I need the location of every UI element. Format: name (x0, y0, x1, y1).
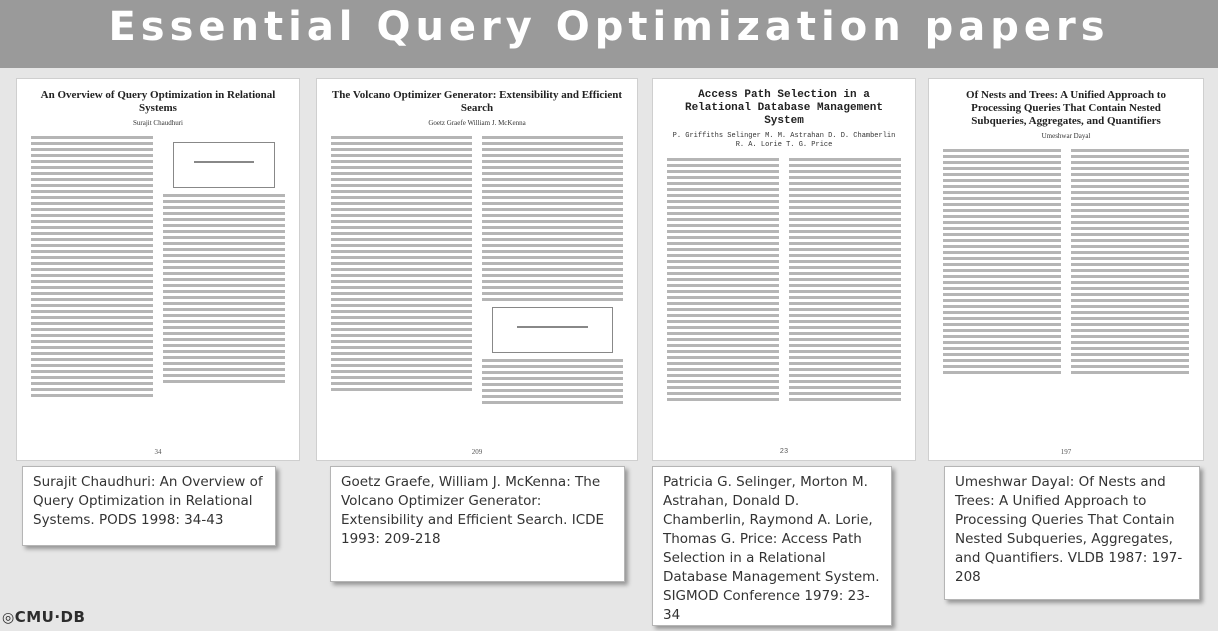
paper-page-author: P. Griffiths Selinger M. M. Astrahan D. D. Chamberlin R. A. Lorie T. G. Price (672, 132, 896, 149)
cmu-db-logo (2, 608, 85, 626)
paper-thumbnail-2 (316, 78, 638, 461)
paper-page-title: The Volcano Optimizer Generator: Extensibility and Efficient Search (331, 89, 623, 114)
paper-caption-2: Goetz Graefe, William J. McKenna: The Volcano Optimizer Generator: Extensibility and Efficient Search. ICDE 1993: 209-218 (330, 466, 625, 582)
paper-caption-3: Patricia G. Selinger, Morton M. Astrahan, Donald D. Chamberlin, Raymond A. Lorie, Thomas G. Price: Access Path Selection in a Relational Database Management System. SIGMOD Conference 1979: 23-34 (652, 466, 892, 626)
paper-page-title: Of Nests and Trees: A Unified Approach to Processing Queries That Contain Nested Subqueries, Aggregates, and Quantifiers (966, 89, 1166, 127)
paper-page-title: Access Path Selection in a Relational Database Management System (684, 89, 884, 127)
logo-mark-icon: ◎ (2, 610, 15, 626)
paper-page-number: 197 (1060, 448, 1072, 456)
paper-page-number: 23 (779, 448, 789, 456)
paper-thumbnail-4 (928, 78, 1204, 461)
paper-page-author: Umeshwar Dayal (1041, 132, 1091, 140)
paper-page-number: 209 (471, 448, 483, 456)
paper-caption-4: Umeshwar Dayal: Of Nests and Trees: A Unified Approach to Processing Queries That Contain Nested Subqueries, Aggregates, and Quantifiers. VLDB 1987: 197-208 (944, 466, 1200, 600)
paper-thumbnail-3 (652, 78, 916, 461)
paper-page-number: 34 (154, 448, 162, 456)
paper-page-author: Goetz Graefe William J. McKenna (428, 119, 526, 127)
paper-page-author: Surajit Chaudhuri (133, 119, 183, 127)
logo-text: CMU·DB (14, 608, 86, 626)
figure-placeholder (492, 307, 613, 353)
paper-thumbnail-1 (16, 78, 300, 461)
paper-caption-1: Surajit Chaudhuri: An Overview of Query Optimization in Relational Systems. PODS 1998: 34-43 (22, 466, 276, 546)
paper-page-title: An Overview of Query Optimization in Relational Systems (40, 89, 276, 114)
figure-placeholder (173, 142, 275, 188)
slide-title: Essential Query Optimization papers (108, 4, 1110, 50)
